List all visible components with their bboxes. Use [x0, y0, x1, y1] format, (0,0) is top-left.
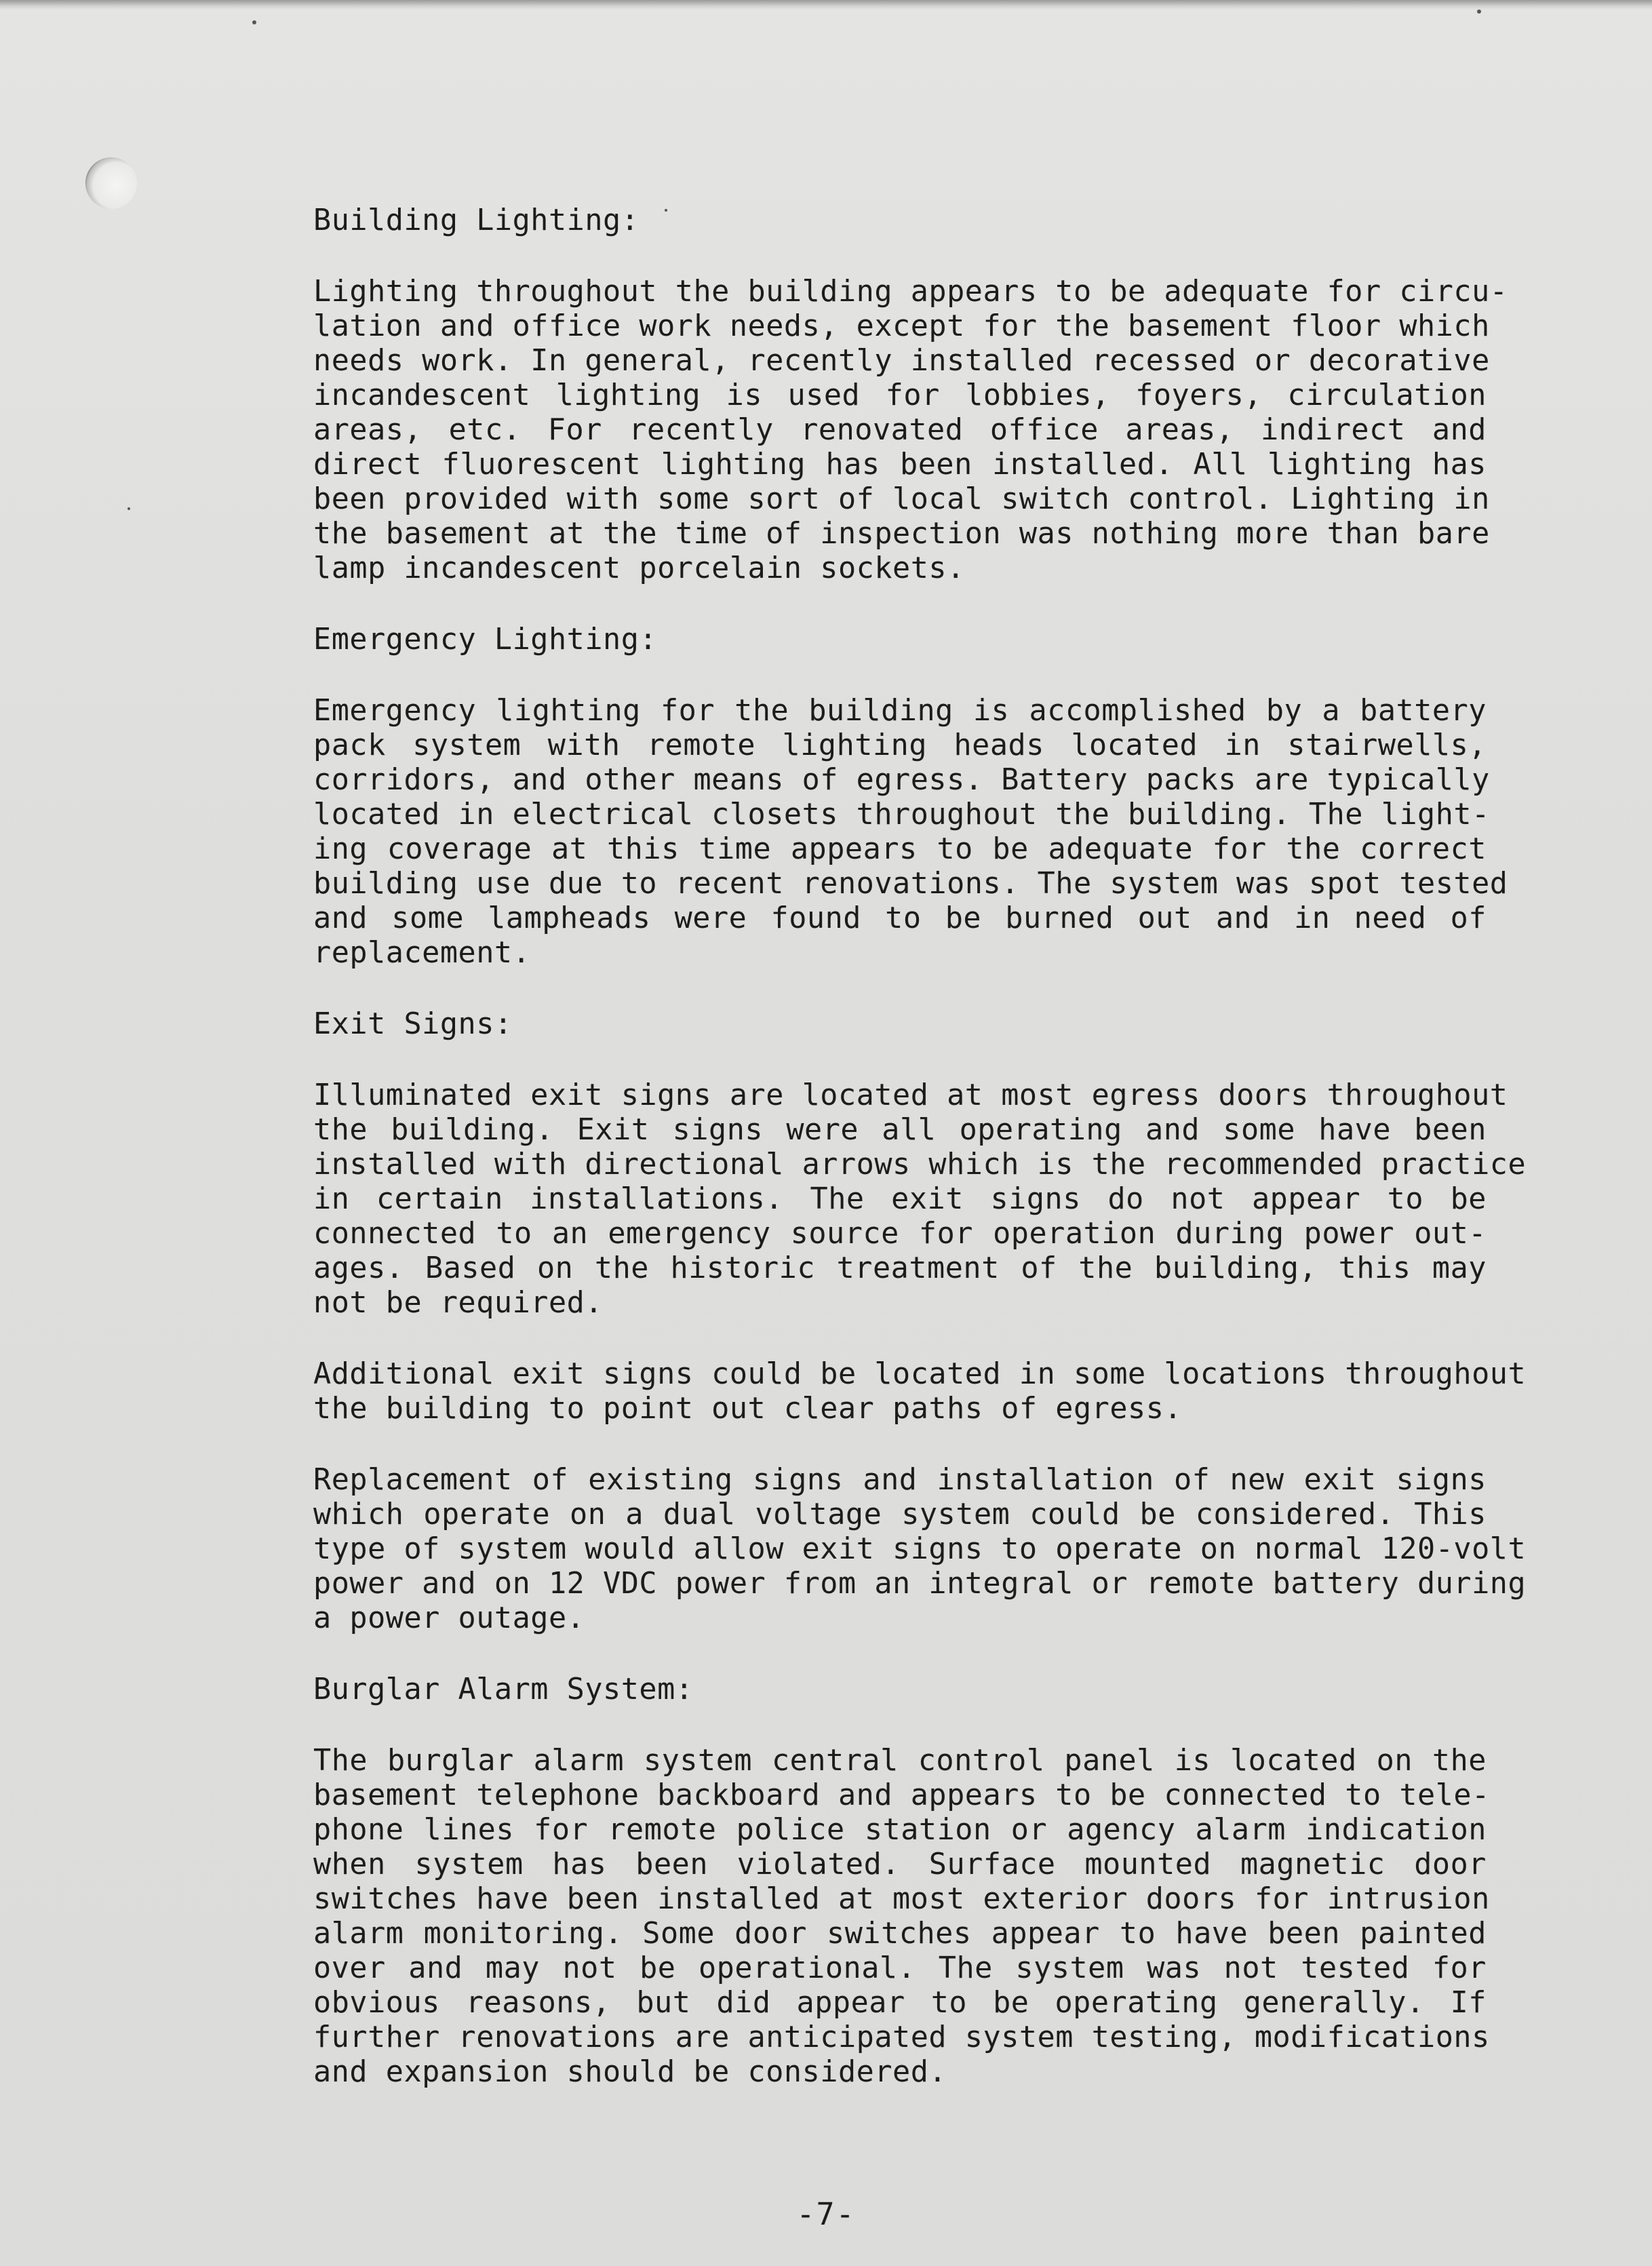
text-line: pack system with remote lighting heads located in stairwells,: [313, 728, 1487, 762]
text-line: replacement.: [313, 936, 531, 970]
punch-hole: [85, 157, 137, 209]
section-heading: Burglar Alarm System:: [313, 1673, 694, 1706]
page-top-edge: [0, 0, 1652, 9]
text-line: lamp incandescent porcelain sockets.: [313, 551, 965, 585]
paper-speck: [1477, 9, 1481, 14]
text-line: the basement at the time of inspection was nothing more than bare: [313, 517, 1490, 551]
text-line: not be required.: [313, 1286, 604, 1320]
text-line: been provided with some sort of local switch control. Lighting in: [313, 482, 1490, 516]
paragraph: [313, 275, 1508, 586]
text-line: when system has been violated. Surface mounted magnetic door: [313, 1848, 1487, 1881]
paragraph: [313, 1744, 1490, 2090]
text-line: lation and office work needs, except for the basement floor which: [313, 309, 1490, 343]
text-line: the building to point out clear paths of egress.: [313, 1392, 1183, 1426]
text-line: building use due to recent renovations. The system was spot tested: [313, 867, 1508, 901]
text-line: Emergency lighting for the building is accomplished by a battery: [313, 694, 1487, 728]
text-line: switches have been installed at most exterior doors for intrusion: [313, 1882, 1490, 1916]
text-line: located in electrical closets throughout the building. The light-: [313, 798, 1490, 832]
paper-speck: [252, 20, 256, 24]
text-line: over and may not be operational. The system was not tested for: [313, 1951, 1487, 1985]
section-heading: Exit Signs:: [313, 1007, 513, 1041]
text-line: direct fluorescent lighting has been installed. All lighting has: [313, 448, 1487, 482]
text-line: Lighting throughout the building appears to be adequate for circu-: [313, 275, 1508, 309]
text-line: basement telephone backboard and appears to be connected to tele-: [313, 1778, 1490, 1812]
section-heading: Emergency Lighting:: [313, 623, 658, 657]
text-line: and some lampheads were found to be burned out and in need of: [313, 901, 1487, 935]
text-line: ages. Based on the historic treatment of the building, this may: [313, 1251, 1487, 1285]
document-body: [313, 203, 1527, 2126]
text-line: Illuminated exit signs are located at most egress doors throughout: [313, 1078, 1508, 1112]
text-line: a power outage.: [313, 1601, 585, 1635]
text-line: incandescent lighting is used for lobbies, foyers, circulation: [313, 378, 1487, 412]
text-line: areas, etc. For recently renovated office areas, indirect and: [313, 413, 1487, 447]
section-heading: Building Lighting:: [313, 203, 640, 237]
paper-speck: [127, 507, 130, 510]
text-line: Additional exit signs could be located in some locations throughout: [313, 1357, 1527, 1391]
text-line: the building. Exit signs were all operating and some have been: [313, 1113, 1487, 1147]
page-number: -7-: [796, 2196, 856, 2232]
text-line: installed with directional arrows which is the recommended practice: [313, 1148, 1527, 1181]
text-line: obvious reasons, but did appear to be operating generally. If: [313, 1986, 1487, 2020]
paragraph: [313, 1078, 1527, 1321]
text-line: Replacement of existing signs and installation of new exit signs: [313, 1463, 1487, 1497]
text-line: and expansion should be considered.: [313, 2055, 947, 2089]
text-line: connected to an emergency source for operation during power out-: [313, 1217, 1487, 1251]
text-line: needs work. In general, recently installed recessed or decorative: [313, 344, 1490, 378]
text-line: alarm monitoring. Some door switches appear to have been painted: [313, 1917, 1487, 1951]
text-line: which operate on a dual voltage system could be considered. This: [313, 1498, 1487, 1531]
text-line: ing coverage at this time appears to be adequate for the correct: [313, 832, 1487, 866]
paragraph: [313, 694, 1508, 971]
text-line: The burglar alarm system central control panel is located on the: [313, 1744, 1487, 1778]
text-line: phone lines for remote police station or agency alarm indication: [313, 1813, 1487, 1847]
text-line: type of system would allow exit signs to operate on normal 120-volt: [313, 1532, 1527, 1566]
text-line: corridors, and other means of egress. Battery packs are typically: [313, 763, 1490, 797]
text-line: further renovations are anticipated system testing, modifications: [313, 2020, 1490, 2054]
text-line: power and on 12 VDC power from an integral or remote battery during: [313, 1567, 1527, 1601]
text-line: in certain installations. The exit signs do not appear to be: [313, 1182, 1487, 1216]
paragraph: [313, 1357, 1527, 1426]
paragraph: [313, 1463, 1527, 1636]
